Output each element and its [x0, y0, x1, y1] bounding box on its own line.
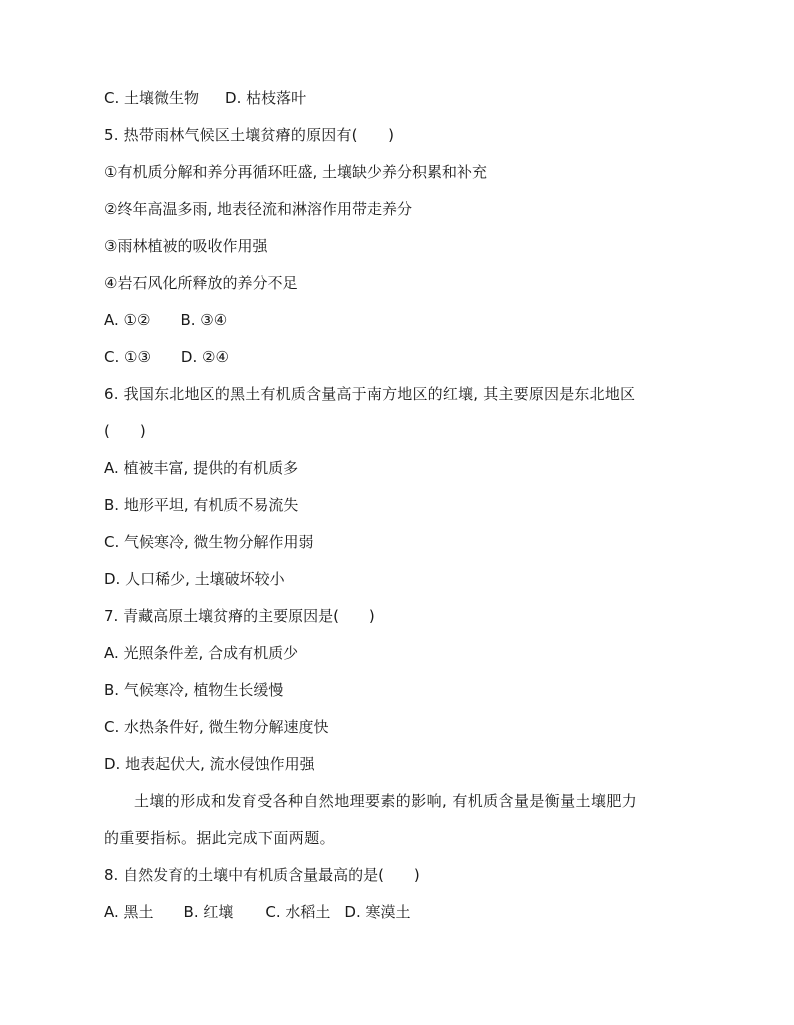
q5-statement-2: ②终年高温多雨, 地表径流和淋溶作用带走养分 — [104, 200, 412, 218]
q6-answer-paren: ( ) — [104, 422, 146, 440]
option-d: D. 枯枝落叶 — [225, 89, 307, 107]
question-5: 5. 热带雨林气候区土壤贫瘠的原因有( ) — [104, 126, 395, 144]
passage-line-2: 的重要指标。据此完成下面两题。 — [104, 829, 336, 847]
q7-option-d: D. 地表起伏大, 流水侵蚀作用强 — [104, 755, 315, 773]
q4-options-cd — [104, 88, 704, 108]
q5-statement-4: ④岩石风化所释放的养分不足 — [104, 274, 298, 292]
q7-option-b: B. 气候寒冷, 植物生长缓慢 — [104, 681, 284, 699]
q5-options-ab — [104, 310, 704, 330]
q5-statement-1: ①有机质分解和养分再循环旺盛, 土壤缺少养分积累和补充 — [104, 163, 487, 181]
document-page — [104, 88, 704, 939]
q8-options — [104, 902, 704, 922]
q6-option-c: C. 气候寒冷, 微生物分解作用弱 — [104, 533, 314, 551]
q5-statement-3: ③雨林植被的吸收作用强 — [104, 237, 268, 255]
option-c: C. 土壤微生物 — [104, 89, 200, 107]
option-b: B. ③④ — [180, 311, 228, 329]
q6-option-d: D. 人口稀少, 土壤破坏较小 — [104, 570, 285, 588]
option-a: A. ①② — [104, 311, 151, 329]
question-8: 8. 自然发育的土壤中有机质含量最高的是( ) — [104, 866, 420, 884]
question-7: 7. 青藏高原土壤贫瘠的主要原因是( ) — [104, 607, 375, 625]
q7-option-a: A. 光照条件差, 合成有机质少 — [104, 644, 299, 662]
option-c: C. ①③ — [104, 348, 151, 366]
q6-option-a: A. 植被丰富, 提供的有机质多 — [104, 459, 299, 477]
option-a: A. 黑土 — [104, 903, 154, 921]
option-d: D. 寒漠土 — [344, 903, 411, 921]
passage-line-1: 土壤的形成和发育受各种自然地理要素的影响, 有机质含量是衡量土壤肥力 — [134, 792, 638, 810]
option-d: D. ②④ — [180, 348, 229, 366]
q5-options-cd — [104, 347, 704, 367]
reading-passage — [104, 791, 704, 848]
option-c: C. 水稻土 — [265, 903, 331, 921]
option-b: B. 红壤 — [183, 903, 234, 921]
q7-option-c: C. 水热条件好, 微生物分解速度快 — [104, 718, 329, 736]
question-6: 6. 我国东北地区的黑土有机质含量高于南方地区的红壤, 其主要原因是东北地区 — [104, 385, 636, 403]
q6-option-b: B. 地形平坦, 有机质不易流失 — [104, 496, 299, 514]
